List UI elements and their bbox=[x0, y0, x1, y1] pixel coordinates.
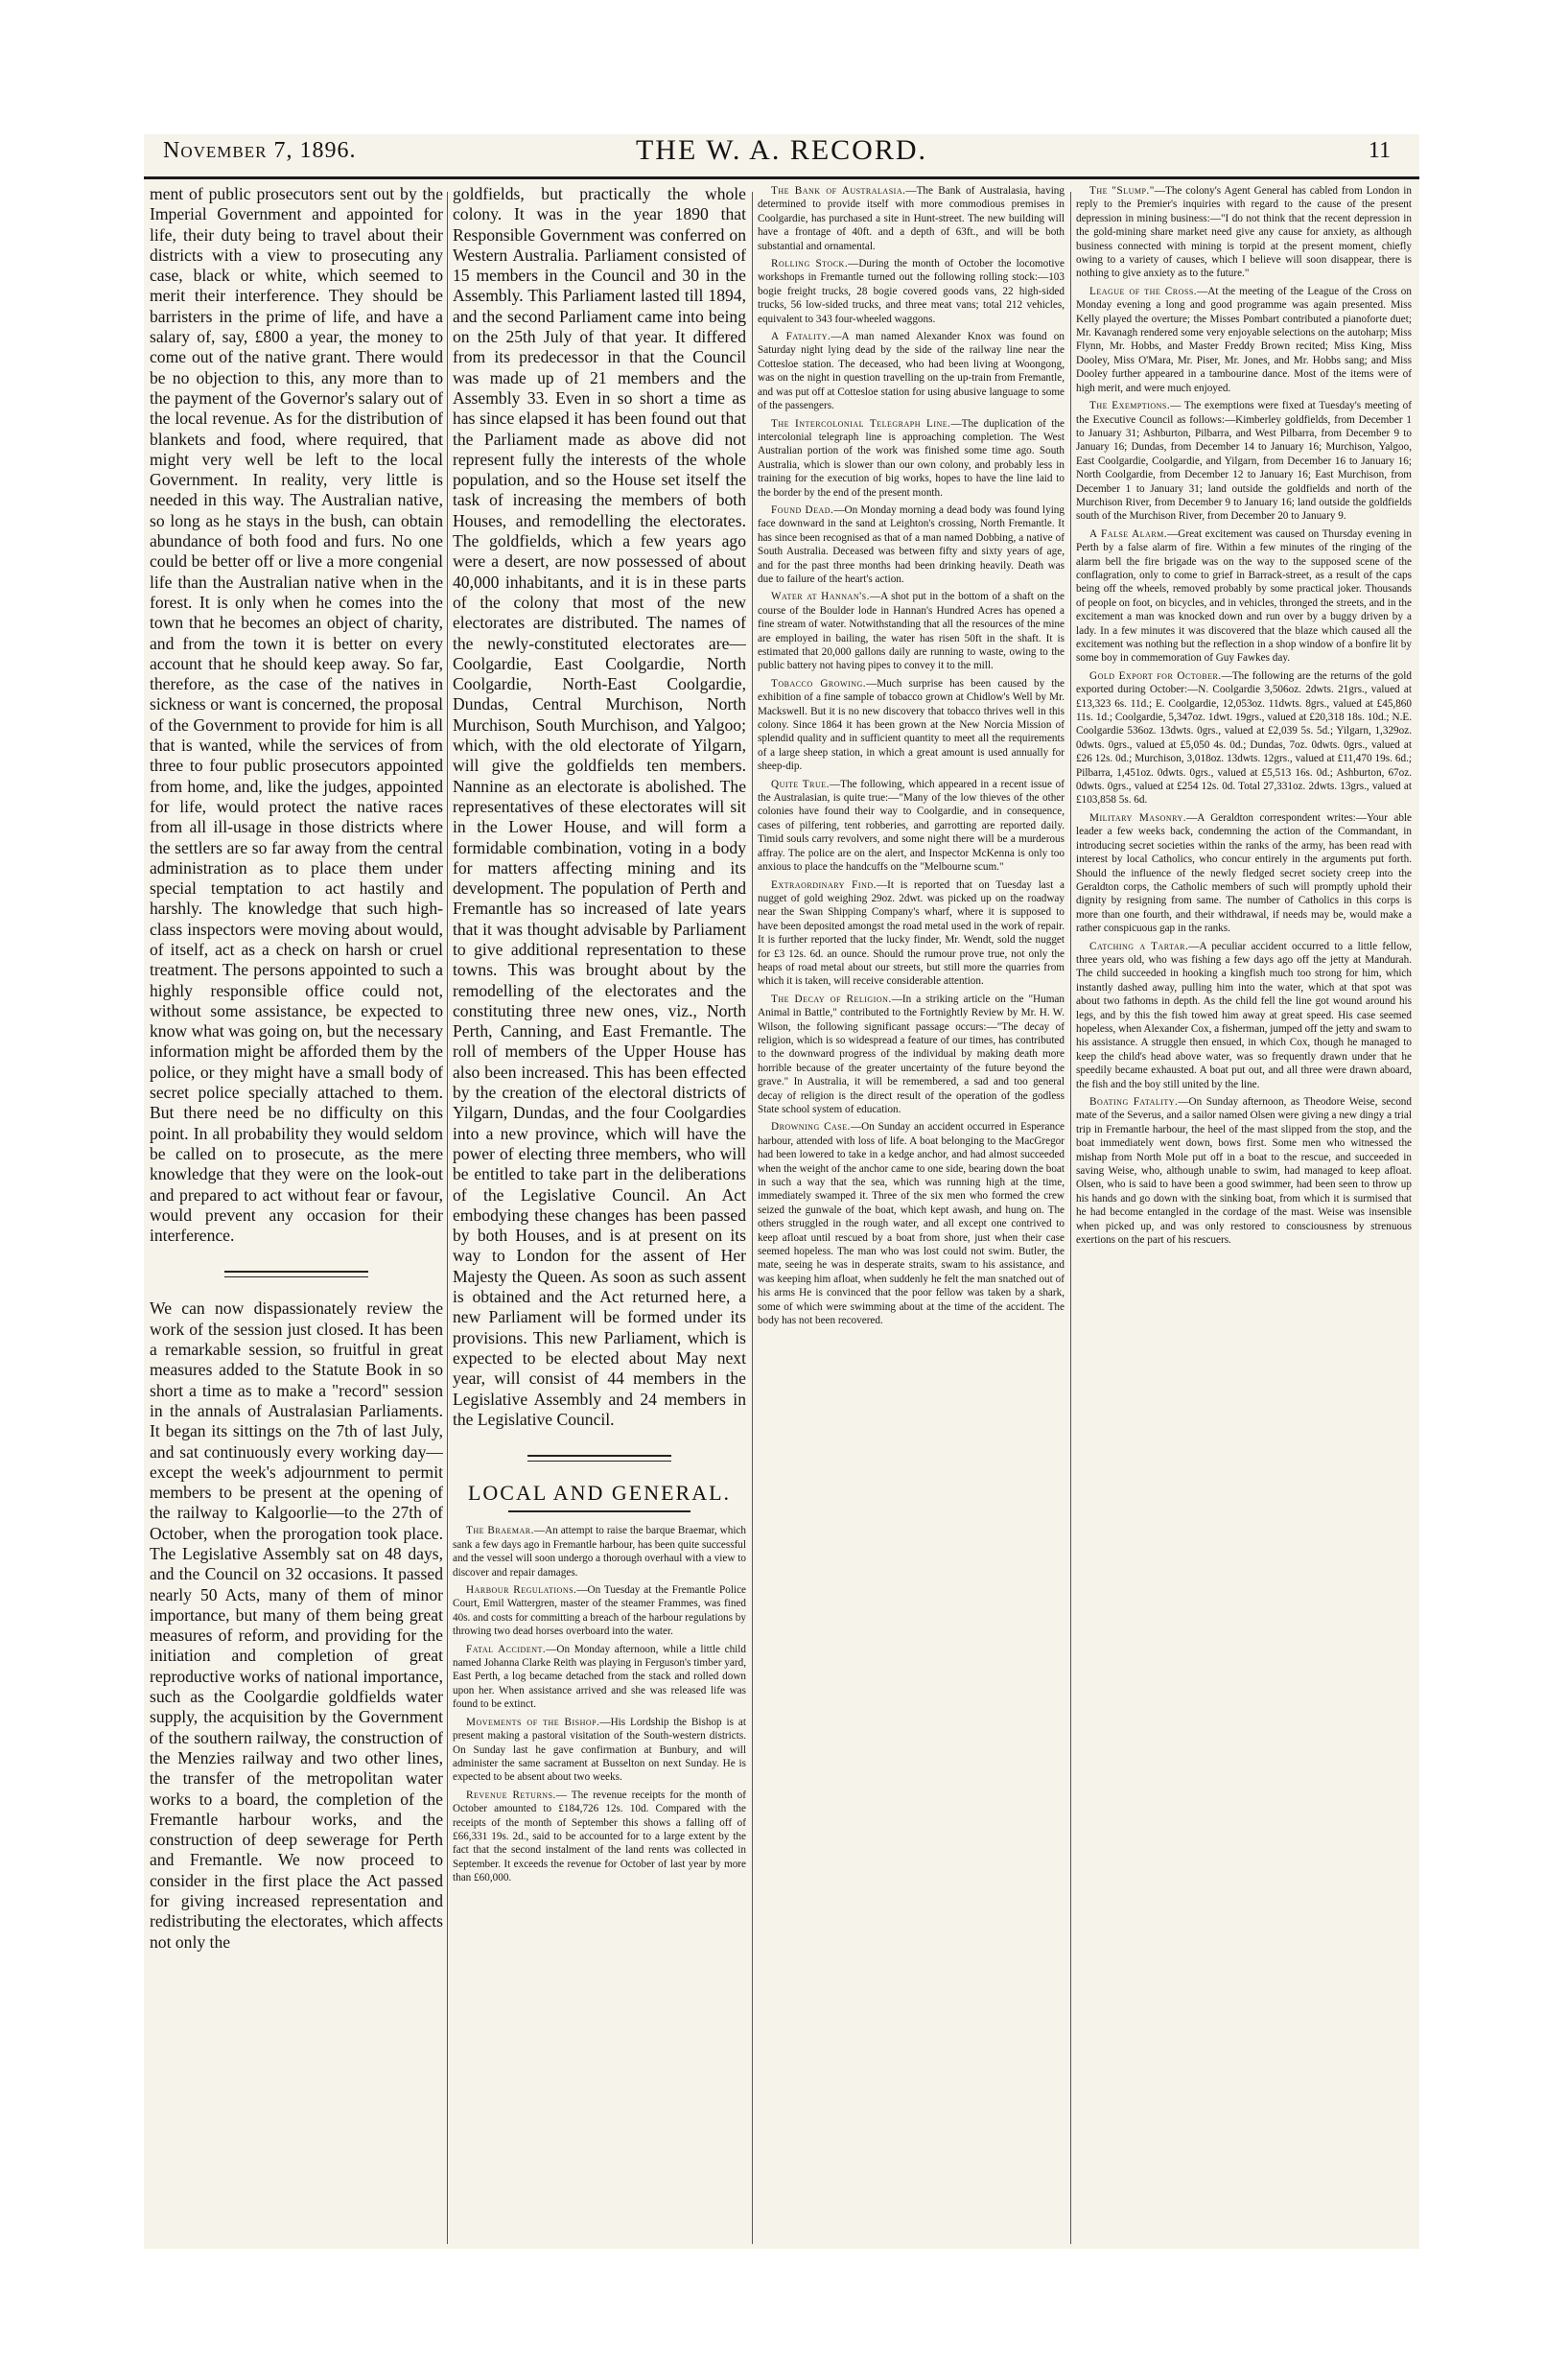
news-text: —Great excitement was caused on Thursday evening in Perth by a false alarm of fire. Within a few minutes of the ringing of the alarm bell the fire brigade was on the way to the supposed scene of the conflagration, only to come to grief in Barrack-street, as a result of the caps being off the wheels, removed probably by some practical joker. Thousands of people on foot, on bicycles, and in vehicles, thronged the streets, and in the excitement a man was knocked down and run over by a buggy driven by a lady. In a few minutes it was discovered that the blaze which caused all the excitement was nothing but the reflection in a shop window of a bonfire lit by some boy in commemoration of Guy Fawkes day. bbox=[1076, 527, 1412, 665]
issue-date: November 7, 1896. bbox=[163, 138, 357, 163]
news-heading: Rolling Stock. bbox=[771, 258, 849, 270]
news-heading: League of the Cross. bbox=[1089, 285, 1198, 297]
news-heading: Boating Fatality. bbox=[1089, 1096, 1179, 1108]
news-text: —On Sunday afternoon, as Theodore Weise, second mate of the Severus, and a sailor named Olsen were giving a new dingy a trial trip in Fremantle harbour, the heel of the mast slipped from the stop, and the boat immediately went down, bows first. Some men who witnessed the mishap from North Mole put off in a boat to the rescue, and succeeded in saving Weise, who, although unable to swim, had managed to keep afloat. Olsen, who is said to have been a good swimmer, had been seen to throw up his hands and go down with the sinking boat, from which it is surmised that he had become entangled in the cordage of the mast. Weise was insensible when picked up, and was only restored to consciousness by strenuous exertions on the part of his rescuers. bbox=[1076, 1096, 1412, 1247]
news-heading: A Fatality. bbox=[771, 331, 831, 343]
newspaper-page bbox=[144, 134, 1419, 2249]
news-text: —On Sunday an accident occurred in Esperance harbour, attended with loss of life. A boat belonging to the MacGregor had been lowered to take in a kedge anchor, and had almost succeeded when the weight of the anchor came to one side, bearing down the boat in such a way that the sea, which was running high at the time, immediately swamped it. Three of the six men who formed the crew seized the gunwale of the boat, which kept awash, and hung on. The others struggled in the rough water, and all except one contrived to keep afloat until rescued by a boat from shore, just when their case seemed hopeless. The man who was lost could not swim. Butler, the mate, seeing he was in desperate straits, swam to his assistance, and was keeping him afloat, when suddenly he felt the man snatched out of his arms He is convinced that the poor fellow was taken by a shark, some of which were swimming about at the time of the accident. The body has not been recovered. bbox=[758, 1121, 1065, 1327]
news-text: —A peculiar accident occurred to a little fellow, three years old, who was fishing a few days ago off the jetty at Mandurah. The child succeeded in hooking a kingfish much too strong for him, which instantly dashed away, pulling him into the water, which at that spot was about two fathoms in depth. As the child fell the line got wound around his legs, and by this the fish towed him away at great speed. His case seemed hopeless, when Alexander Cox, a fisherman, jumped off the jetty and swam to his assistance. A struggle then ensued, in which Cox, though he managed to keep the child's head above water, was so frequently drawn under that he speedily became exhausted. A boat put out, and all three were drawn aboard, the fish and the boy still united by the line. bbox=[1076, 940, 1412, 1090]
news-heading: Extraordinary Find. bbox=[771, 878, 877, 891]
column-3 bbox=[758, 184, 1065, 2246]
column-divider bbox=[752, 192, 753, 2244]
news-text: —An attempt to raise the barque Braemar, which sank a few days ago in Fremantle harbour, has been quite successful and the vessel will soon undergo a thorough overhaul with a view to discover and repair damages. bbox=[453, 1525, 746, 1579]
news-heading: A False Alarm. bbox=[1089, 527, 1168, 540]
news-text: —Much surprise has been caused by the exhibition of a fine sample of tobacco grown at Chidlow's Well by Mr. Mackswell. But it is no new discovery that tobacco thrives well in this colony. Since 1864 it has been grown at the New Norcia Mission of splendid quality and in sufficient quantity to meet all the requirements of a large sheep station, in which a great amount is used annually for sheep-dip. bbox=[758, 677, 1065, 773]
news-text: —A shot put in the bottom of a shaft on the course of the Boulder lode in Hannan's Hundred Acres has opened a fine stream of water. Notwithstanding that all the resources of the mine are employed in bailing, the water has risen 50ft in the shaft. It is estimated that 20,000 gallons daily are running to waste, owing to the public battery not having pipes to convey it to the mill. bbox=[758, 591, 1065, 672]
news-text: —In a striking article on the "Human Animal in Battle," contributed to the Fortnightly Review by Mr. H. W. Wilson, the following significant passage occurs:—"The decay of religion, which is so widespread a feature of our times, has contributed to the downward progress of the individual by making death more horrible because of the greater uncertainty of the future beyond the grave." In Australia, it will be remembered, a sad and too general decay of religion is the direct result of the operation of the godless State school system of education. bbox=[758, 993, 1065, 1115]
article-paragraph: We can now dispassionately review the work of the session just closed. It has been a remarkable session, so fruitful in great measures added to the Statute Book in so short a time as to make a "record" session in the annals of Australasian Parliaments. It began its sittings on the 7th of last July, and sat continuously every working day—except the week's adjournment to permit members to be present at the opening of the railway to Kalgoorlie—to the 27th of October, when the prorogation took place. The Legislative Assembly sat on 48 days, and the Council on 32 occasions. It passed nearly 50 Acts, many of them of minor importance, but many of them being great measures of reform, and providing for the initiation and completion of great reproductive works of national importance, such as the Coolgardie goldfields water supply, the acquisition by the Government of the southern railway, the construction of the Menzies railway and two other lines, the transfer of the metropolitan water works to a board, the completion of the Fremantle harbour works, and the construction of deep sewerage for Perth and Fremantle. We now proceed to consider in the first place the Act passed for giving increased representation and redistributing the electorates, which affects not only the bbox=[150, 1298, 443, 1952]
header-rule bbox=[144, 176, 1419, 179]
news-text: —The colony's Agent General has cabled from London in reply to the Premier's inquiries with regard to the cause of the present depression in mining business:—"I do not think that the recent depression in the gold-mining share market need give any cause for anxiety, as although business connected with mining is torpid at the present moment, chiefly owing to a variety of causes, which I believe will soon disappear, there is nothing to give anxiety as to the future." bbox=[1076, 185, 1412, 280]
section-title: LOCAL AND GENERAL. bbox=[467, 1481, 732, 1506]
news-heading: Movements of the Bishop. bbox=[466, 1716, 600, 1728]
news-heading: Tobacco Growing. bbox=[771, 677, 867, 690]
column-divider bbox=[1070, 192, 1071, 2244]
news-text: —The Bank of Australasia, having determined to provide itself with more commodious premises in Coolgardie, has purchased a site in Hunt-street. The new building will have a frontage of 40ft. and a depth of 63ft., and will be both substantial and ornamental. bbox=[758, 185, 1065, 252]
news-text: —At the meeting of the League of the Cross on Monday evening a long and good programme was again presented. Miss Kelly played the overture; the Misses Pombart contributed a pianoforte duet; Mr. Kavanagh rendered some very enjoyable selections on the autoharp; Miss Flynn, Mr. Hobbs, and Master Freddy Brown recited; Miss King, Miss Dooley, Miss O'Mara, Mr. Piser, Mr. Jones, and Mr. Hobbs sang; and Miss Dooley further appeared in a tambourine dance. Most of the items were of high merit, and were much enjoyed. bbox=[1076, 285, 1412, 394]
news-text: —His Lordship the Bishop is at present making a pastoral visitation of the South-western districts. On Sunday last he gave confirmation at Bunbury, and will administer the same sacrament at Busselton on next Sunday. He is expected to be absent about two weeks. bbox=[453, 1716, 746, 1784]
news-heading: The Intercolonial Telegraph Line. bbox=[771, 417, 951, 430]
news-heading: Revenue Returns. bbox=[466, 1789, 556, 1801]
news-text: —A Geraldton correspondent writes:—Your able leader a few weeks back, condemning the action of the Commandant, in introducing secret societies within the ranks of the army, has been read with interest by local Catholics, who concur entirely in the arguments put forth. Should the influence of the newly fledged secret society creep into the Geraldton corps, the Catholic members of such will promptly uphold their dignity by resigning from same. The number of Catholics in this corps is more than one fourth, and their withdrawal, if needs may be, would make a rather conspicuous gap in the ranks. bbox=[1076, 811, 1412, 935]
news-heading: Quite True. bbox=[771, 778, 830, 790]
news-text: — The revenue receipts for the month of October amounted to £184,726 12s. 10d. Compared with the receipts of the month of September this shows a falling off of £66,331 19s. 2d., said to be accounted for to a large extent by the fact that the second instalment of the land rents was collected in September. It exceeds the revenue for October of last year by more than £60,000. bbox=[453, 1789, 746, 1884]
news-text: —It is reported that on Tuesday last a nugget of gold weighing 29oz. 2dwt. was picked up on the roadway near the Swan Shipping Company's wharf, where it is supposed to have been deposited amongst the road metal used in the work of repair. It is further reported that the lucky finder, Mr. Wendt, sold the nugget for £3 12s. 6d. an ounce. Should the rumour prove true, not only the heaps of road metal about our streets, but still more the quarries from which it is taken, will receive considerable attention. bbox=[758, 878, 1065, 988]
news-heading: The Exemptions. bbox=[1089, 400, 1171, 412]
news-text: —On Monday afternoon, while a little child named Johanna Clarke Reith was playing in Ferguson's timber yard, East Perth, a log became detached from the stack and rolled down upon her. When assistance arrived and she was released life was found to be extinct. bbox=[453, 1643, 746, 1711]
article-divider bbox=[224, 1271, 368, 1277]
news-text: —The following, which appeared in a recent issue of the Australasian, is quite true:—"Many of the low thieves of the other colonies have found their way to Coolgardie, and in consequence, cases of pilfering, tent robberies, and garrotting are reported daily. Timid souls carry revolvers, and some night there will be a murderous affray. The police are on the alert, and Inspector McKenna is only too anxious to place the handcuffs on the "Melbourne scum." bbox=[758, 778, 1065, 874]
article-paragraph: ment of public prosecutors sent out by the Imperial Government and appointed for life, their duty being to travel about their districts with a view to prosecuting any case, black or white, which seemed to merit their interference. They should be barristers in the prime of life, and have a salary of, say, £800 a year, the money to come out of the native grant. There would be no objection to this, any more than to the payment of the Governor's salary out of the local revenue. As for the distribution of blankets and food, where required, that might very well be left to the local Government. In reality, very little is needed in this way. The Australian native, so long as he stays in the bush, can obtain abundance of both food and furs. No one could be better off or live a more congenial life than the Australian native when in the forest. It is only when he comes into the town that he becomes an object of charity, and from the town it is better on every account that he should keep away. So far, therefore, as the case of the natives in sickness or want is concerned, the proposal of the Government to provide for him is all that is wanted, while the services of from three to four public prosecutors appointed from home, and, like the judges, appointed for life, would protect the native races from all ill-usage in those districts where the settlers are so far away from the central administration as to place them under special temptation to act hastily and harshly. The knowledge that such high-class inspectors were moving about would, of itself, act as a check on harsh or cruel treatment. The persons appointed to such a highly responsible office could not, without some assistance, be expected to know what was going on, but the necessary information might be afforded them by the police, or they might have a small body of secret police specially attached to them. But there need be no difficulty on this point. In all probability they would seldom be called on to prosecute, as the mere knowledge that they were on the look-out and prepared to act without fear or favour, would prevent any occasion for their interference. bbox=[150, 184, 443, 1246]
page-header bbox=[144, 134, 1419, 173]
news-text: —During the month of October the locomotive workshops in Fremantle turned out the following rolling stock:—103 bogie freight trucks, 28 bogie covered goods vans, 22 high-sided trucks, 56 low-sided trucks, and three meat vans; total 212 vehicles, equivalent to 343 four-wheeled waggons. bbox=[758, 258, 1065, 325]
news-heading: Catching a Tartar. bbox=[1089, 940, 1189, 952]
news-text: —The following are the returns of the gold exported during October:—N. Coolgardie 3,506oz. 2dwts. 21grs., valued at £13,323 6s. 11d.; E. Coolgardie, 12,053oz. 11dwts. 8grs., valued at £45,860 11s. 1d.; Coolgardie, 5,347oz. 1dwt. 19grs., valued at £20,318 18s. 10d.; N.E. Coolgardie 536oz. 13dwts. 0grs., valued at £2,039 5s. 5d.; Yilgarn, 1,329oz. 0dwts. 0grs., valued at £5,050 4s. 0d.; Dundas, 7oz. 0dwts. 0grs., valued at £26 12s. 0d.; Murchison, 3,018oz. 13dwts. 12grs., valued at £11,470 19s. 6d.; Pilbarra, 1,451oz. 0dwts. 0grs., valued at £5,513 16s. 0d.; Ashburton, 67oz. 0dwts. 0grs., valued at £254 12s. 0d. Total 27,331oz. 2dwts. 13grs., valued at £103,858 5s. 6d. bbox=[1076, 669, 1412, 807]
news-heading: Gold Export for October. bbox=[1089, 669, 1222, 682]
news-text: —A man named Alexander Knox was found on Saturday night lying dead by the side of the railway line near the Cottesloe station. The deceased, who had been living at Woongong, was on the night in question travelling on the up-train from Fremantle, and was put off at Cottesloe station for using abusive language to some of the passengers. bbox=[758, 331, 1065, 412]
column-1 bbox=[150, 184, 443, 2246]
news-text: —On Tuesday at the Fremantle Police Court, Emil Wattergren, master of the steamer Frammes, was fined 40s. and costs for committing a breach of the harbour regulations by throwing two dead horses overboard into the water. bbox=[453, 1584, 746, 1638]
news-heading: Harbour Regulations. bbox=[466, 1584, 577, 1597]
news-heading: Drowning Case. bbox=[771, 1121, 851, 1134]
section-divider bbox=[527, 1455, 671, 1462]
news-text: —On Monday morning a dead body was found lying face downward in the sand at Leighton's crossing, North Fremantle. It has since been recognised as that of a man named Dobbing, a native of South Australia. Deceased was between fifty and sixty years of age, and for the past three months had been drinking heavily. Death was due to failure of the heart's action. bbox=[758, 503, 1065, 585]
column-4 bbox=[1076, 184, 1412, 2246]
news-heading: The "Slump." bbox=[1089, 185, 1155, 197]
news-heading: The Decay of Religion. bbox=[771, 993, 892, 1005]
news-text: —The duplication of the intercolonial telegraph line is approaching completion. The West Australian portion of the work was finished some time ago. South Australia, which is slower than our own colony, and probably less in training for the execution of big works, hopes to have the line laid to the border by the end of the present month. bbox=[758, 417, 1065, 499]
column-divider bbox=[447, 192, 448, 2244]
page-number: 11 bbox=[1368, 138, 1391, 163]
news-heading: Fatal Accident. bbox=[466, 1643, 547, 1655]
columns bbox=[144, 184, 1419, 2246]
news-heading: The Bank of Australasia. bbox=[771, 185, 906, 197]
news-heading: Military Masonry. bbox=[1089, 811, 1187, 824]
column-2 bbox=[453, 184, 746, 2246]
news-heading: Found Dead. bbox=[771, 503, 834, 516]
masthead: THE W. A. RECORD. bbox=[635, 134, 928, 166]
news-items bbox=[453, 1524, 746, 1884]
article-paragraph: goldfields, but practically the whole colony. It was in the year 1890 that Responsible Government was conferred on Western Australia. Parliament consisted of 15 members in the Council and 30 in the Assembly. This Parliament lasted till 1894, and the second Parliament came into being on the 25th July of that year. It differed from its predecessor in that the Council was made up of 21 members and the Assembly 33. Even in so short a time as has since elapsed it has been found out that the Parliament made as above did not represent fully the interests of the whole population, and so the House set itself the task of increasing the members of both Houses, and remodelling the electorates. The goldfields, which a few years ago were a desert, are now possessed of about 40,000 inhabitants, and it is in these parts of the colony that most of the new electorates are distributed. The names of the newly-constituted electorates are—Coolgardie, East Coolgardie, North Coolgardie, North-East Coolgardie, Dundas, Central Murchison, North Murchison, South Murchison, and Yalgoo; which, with the old electorate of Yilgarn, will give the goldfields ten members. Nannine as an electorate is abolished. The representatives of these electorates will sit in the Lower House, and will form a formidable combination, voting in a body for matters affecting mining and its development. The population of Perth and Fremantle has so increased of late years that it was thought advisable by Parliament to give additional representation to these towns. This was brought about by the remodelling of the electorates and the constituting three new ones, viz., North Perth, Canning, and East Fremantle. The roll of members of the Upper House has also been increased. This has been effected by the creation of the electoral districts of Yilgarn, Dundas, and the four Coolgardies into a new province, which will have the power of electing three members, who will be entitled to take part in the deliberations of the Legislative Council. An Act embodying these changes has been passed by both Houses, and is at present on its way to London for the assent of Her Majesty the Queen. As soon as such assent is obtained and the Act returned here, a new Parliament will be formed under its provisions. This new Parliament, which is expected to be elected about May next year, will consist of 44 members in the Legislative Assembly and 24 members in the Legislative Council. bbox=[453, 184, 746, 1429]
news-text: — The exemptions were fixed at Tuesday's meeting of the Executive Council as follows:—Kimberley goldfields, from December 1 to January 31; Ashburton, Pilbarra, and West Pilbarra, from December 9 to January 16; Dundas, from December 14 to January 16; Murchison, Yalgoo, East Coolgardie, Coolgardie, and Yilgarn, from December 16 to January 16; North Coolgardie, from December 12 to January 16; East Murchison, from December 1 to January 31; land outside the goldfields and north of the Murchison River, from December 9 to January 16; land outside the goldfields south of the Murchison River, from December 20 to January 9. bbox=[1076, 400, 1412, 523]
news-heading: Water at Hannan's. bbox=[771, 591, 870, 603]
section-rule bbox=[508, 1510, 690, 1512]
news-heading: The Braemar. bbox=[466, 1525, 534, 1537]
